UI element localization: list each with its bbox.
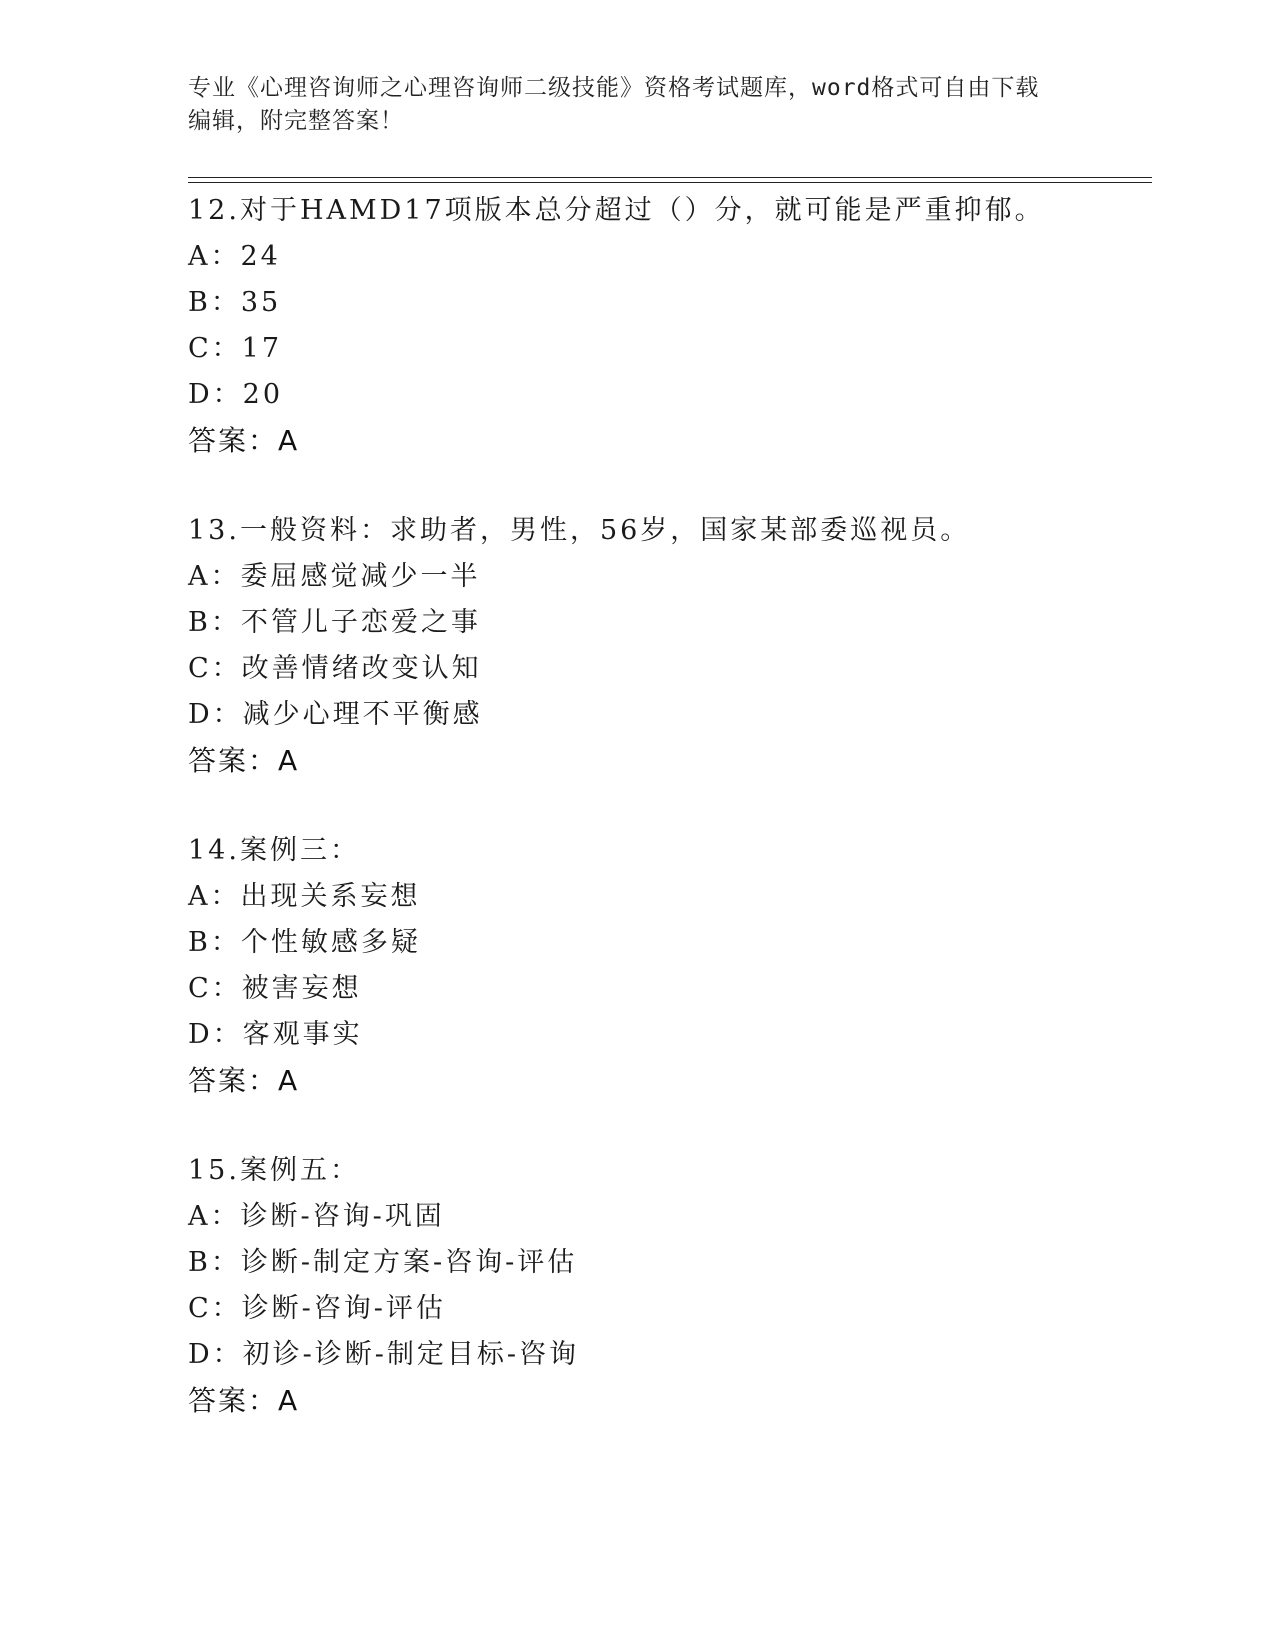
option-d: D：初诊-诊断-制定目标-咨询 [188,1339,580,1370]
option-b: B：不管儿子恋爱之事 [188,607,481,638]
question-12 [188,188,1148,464]
header-divider-bottom [188,182,1152,183]
question-stem: 13.一般资料：求助者，男性，56岁，国家某部委巡视员。 [188,515,971,546]
question-13 [188,508,1148,784]
option-b: B：35 [188,287,282,318]
answer-label: 答案：A [188,1064,300,1097]
header-divider-top [188,177,1152,178]
option-d: D：客观事实 [188,1019,363,1050]
header-line-2: 编辑，附完整答案！ [188,108,404,134]
answer-label: 答案：A [188,744,300,777]
header-line-1: 专业《心理咨询师之心理咨询师二级技能》资格考试题库，word格式可自由下载 [188,75,1040,101]
option-d: D：20 [188,379,284,410]
question-15 [188,1148,1148,1424]
option-c: C：17 [188,333,283,364]
option-a: A：诊断-咨询-巩固 [188,1201,445,1232]
option-c: C：被害妄想 [188,973,362,1004]
option-c: C：诊断-咨询-评估 [188,1293,446,1324]
question-stem: 12.对于HAMD17项版本总分超过（）分，就可能是严重抑郁。 [188,195,1045,226]
document-header [188,72,1088,138]
option-c: C：改善情绪改变认知 [188,653,482,684]
option-a: A：24 [188,241,281,272]
option-a: A：出现关系妄想 [188,881,421,912]
question-14 [188,828,1148,1104]
option-b: B：个性敏感多疑 [188,927,421,958]
question-stem: 14.案例三： [188,835,360,866]
option-d: D：减少心理不平衡感 [188,699,483,730]
question-stem: 15.案例五： [188,1155,360,1186]
option-b: B：诊断-制定方案-咨询-评估 [188,1247,578,1278]
answer-label: 答案：A [188,1384,300,1417]
answer-label: 答案：A [188,424,300,457]
option-a: A：委屈感觉减少一半 [188,561,481,592]
